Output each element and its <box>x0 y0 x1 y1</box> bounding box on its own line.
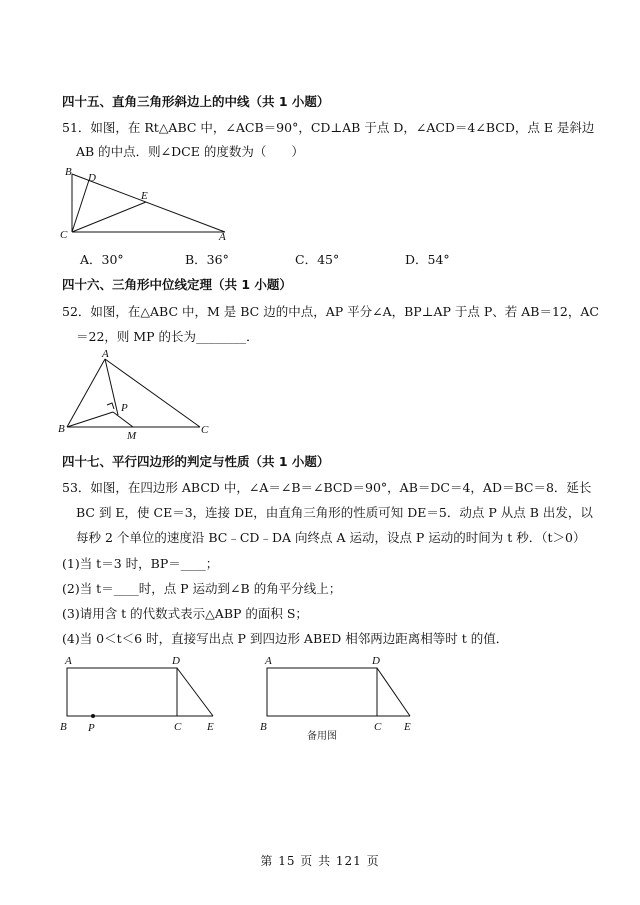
label-B: B <box>260 721 267 733</box>
rectangle-ABCD <box>67 668 177 716</box>
right-angle-mark <box>107 403 114 409</box>
label-A: A <box>265 655 272 667</box>
label-E: E <box>141 190 148 202</box>
label-C: C <box>374 721 382 733</box>
q53-subquestion-2: (2)当 t＝____时，点 P 运动到∠B 的角平分线上； <box>62 581 342 596</box>
segment-CE <box>72 202 146 232</box>
q51-option-a: A．30° <box>80 252 124 267</box>
label-A: A <box>65 655 72 667</box>
section-heading-47: 四十七、平行四边形的判定与性质（共 1 小题） <box>62 454 330 469</box>
q51-text-line1: 51．如图，在 Rt△ABC 中，∠ACB＝90°，CD⊥AB 于点 D，∠ACD＝4∠BCD，点 E 是斜边 <box>62 120 595 135</box>
q51-option-d: D．54° <box>405 252 450 267</box>
q51-option-b: B．36° <box>185 252 229 267</box>
label-C: C <box>201 424 209 436</box>
page-footer: 第 15 页 共 121 页 <box>260 854 380 868</box>
label-E: E <box>404 721 411 733</box>
label-C: C <box>60 229 68 241</box>
label-A: A <box>219 231 226 243</box>
q53-text-line3: 每秒 2 个单位的速度沿 BC﹣CD﹣DA 向终点 A 运动，设点 P 运动的时间为 t 秒．（t＞0） <box>76 530 586 545</box>
q53-text-line1: 53．如图，在四边形 ABCD 中，∠A＝∠B＝∠BCD＝90°，AB＝DC＝4，AD＝BC＝8．延长 <box>62 480 592 495</box>
q53-figure-spare <box>255 652 425 744</box>
point-P <box>91 714 95 718</box>
spare-figure-caption: 备用图 <box>307 731 337 742</box>
label-P: P <box>88 722 95 734</box>
q51-option-c: C．45° <box>295 252 340 267</box>
label-B: B <box>60 721 67 733</box>
rectangle-ABCD <box>267 668 377 716</box>
section-heading-46: 四十六、三角形中位线定理（共 1 小题） <box>62 277 292 292</box>
segment-DE <box>177 668 213 716</box>
section-heading-45: 四十五、直角三角形斜边上的中线（共 1 小题） <box>62 94 330 109</box>
q53-subquestion-4: (4)当 0＜t＜6 时，直接写出点 P 到四边形 ABED 相邻两边距离相等时 t 的值． <box>62 631 509 646</box>
segment-PM <box>113 412 133 427</box>
label-P: P <box>121 402 128 414</box>
q51-triangle-figure <box>55 162 245 244</box>
q53-text-line2: BC 到 E，使 CE＝3，连接 DE，由直角三角形的性质可知 DE＝5．动点 P 从点 B 出发，以 <box>76 505 593 520</box>
q53-subquestion-1: (1)当 t＝3 时，BP＝____； <box>62 556 219 571</box>
q51-text-line2: AB 的中点．则∠DCE 的度数为（ ） <box>76 144 304 159</box>
label-D: D <box>172 655 180 667</box>
label-B: B <box>58 423 65 435</box>
q52-text-line2: ＝22，则 MP 的长为________． <box>76 329 259 344</box>
label-C: C <box>174 721 182 733</box>
q52-text-line1: 52．如图，在△ABC 中，M 是 BC 边的中点，AP 平分∠A，BP⊥AP 于点 P、若 AB＝12，AC <box>62 304 599 319</box>
label-A: A <box>102 348 109 360</box>
segment-CD <box>72 180 89 232</box>
q53-subquestion-3: (3)请用含 t 的代数式表示△ABP 的面积 S； <box>62 606 308 621</box>
label-E: E <box>207 721 214 733</box>
label-B: B <box>65 166 72 178</box>
q52-triangle-figure <box>55 345 225 443</box>
q53-figure-main <box>55 652 225 740</box>
segment-DE <box>377 668 410 716</box>
label-D: D <box>88 172 96 184</box>
label-D: D <box>372 655 380 667</box>
label-M: M <box>127 430 137 442</box>
